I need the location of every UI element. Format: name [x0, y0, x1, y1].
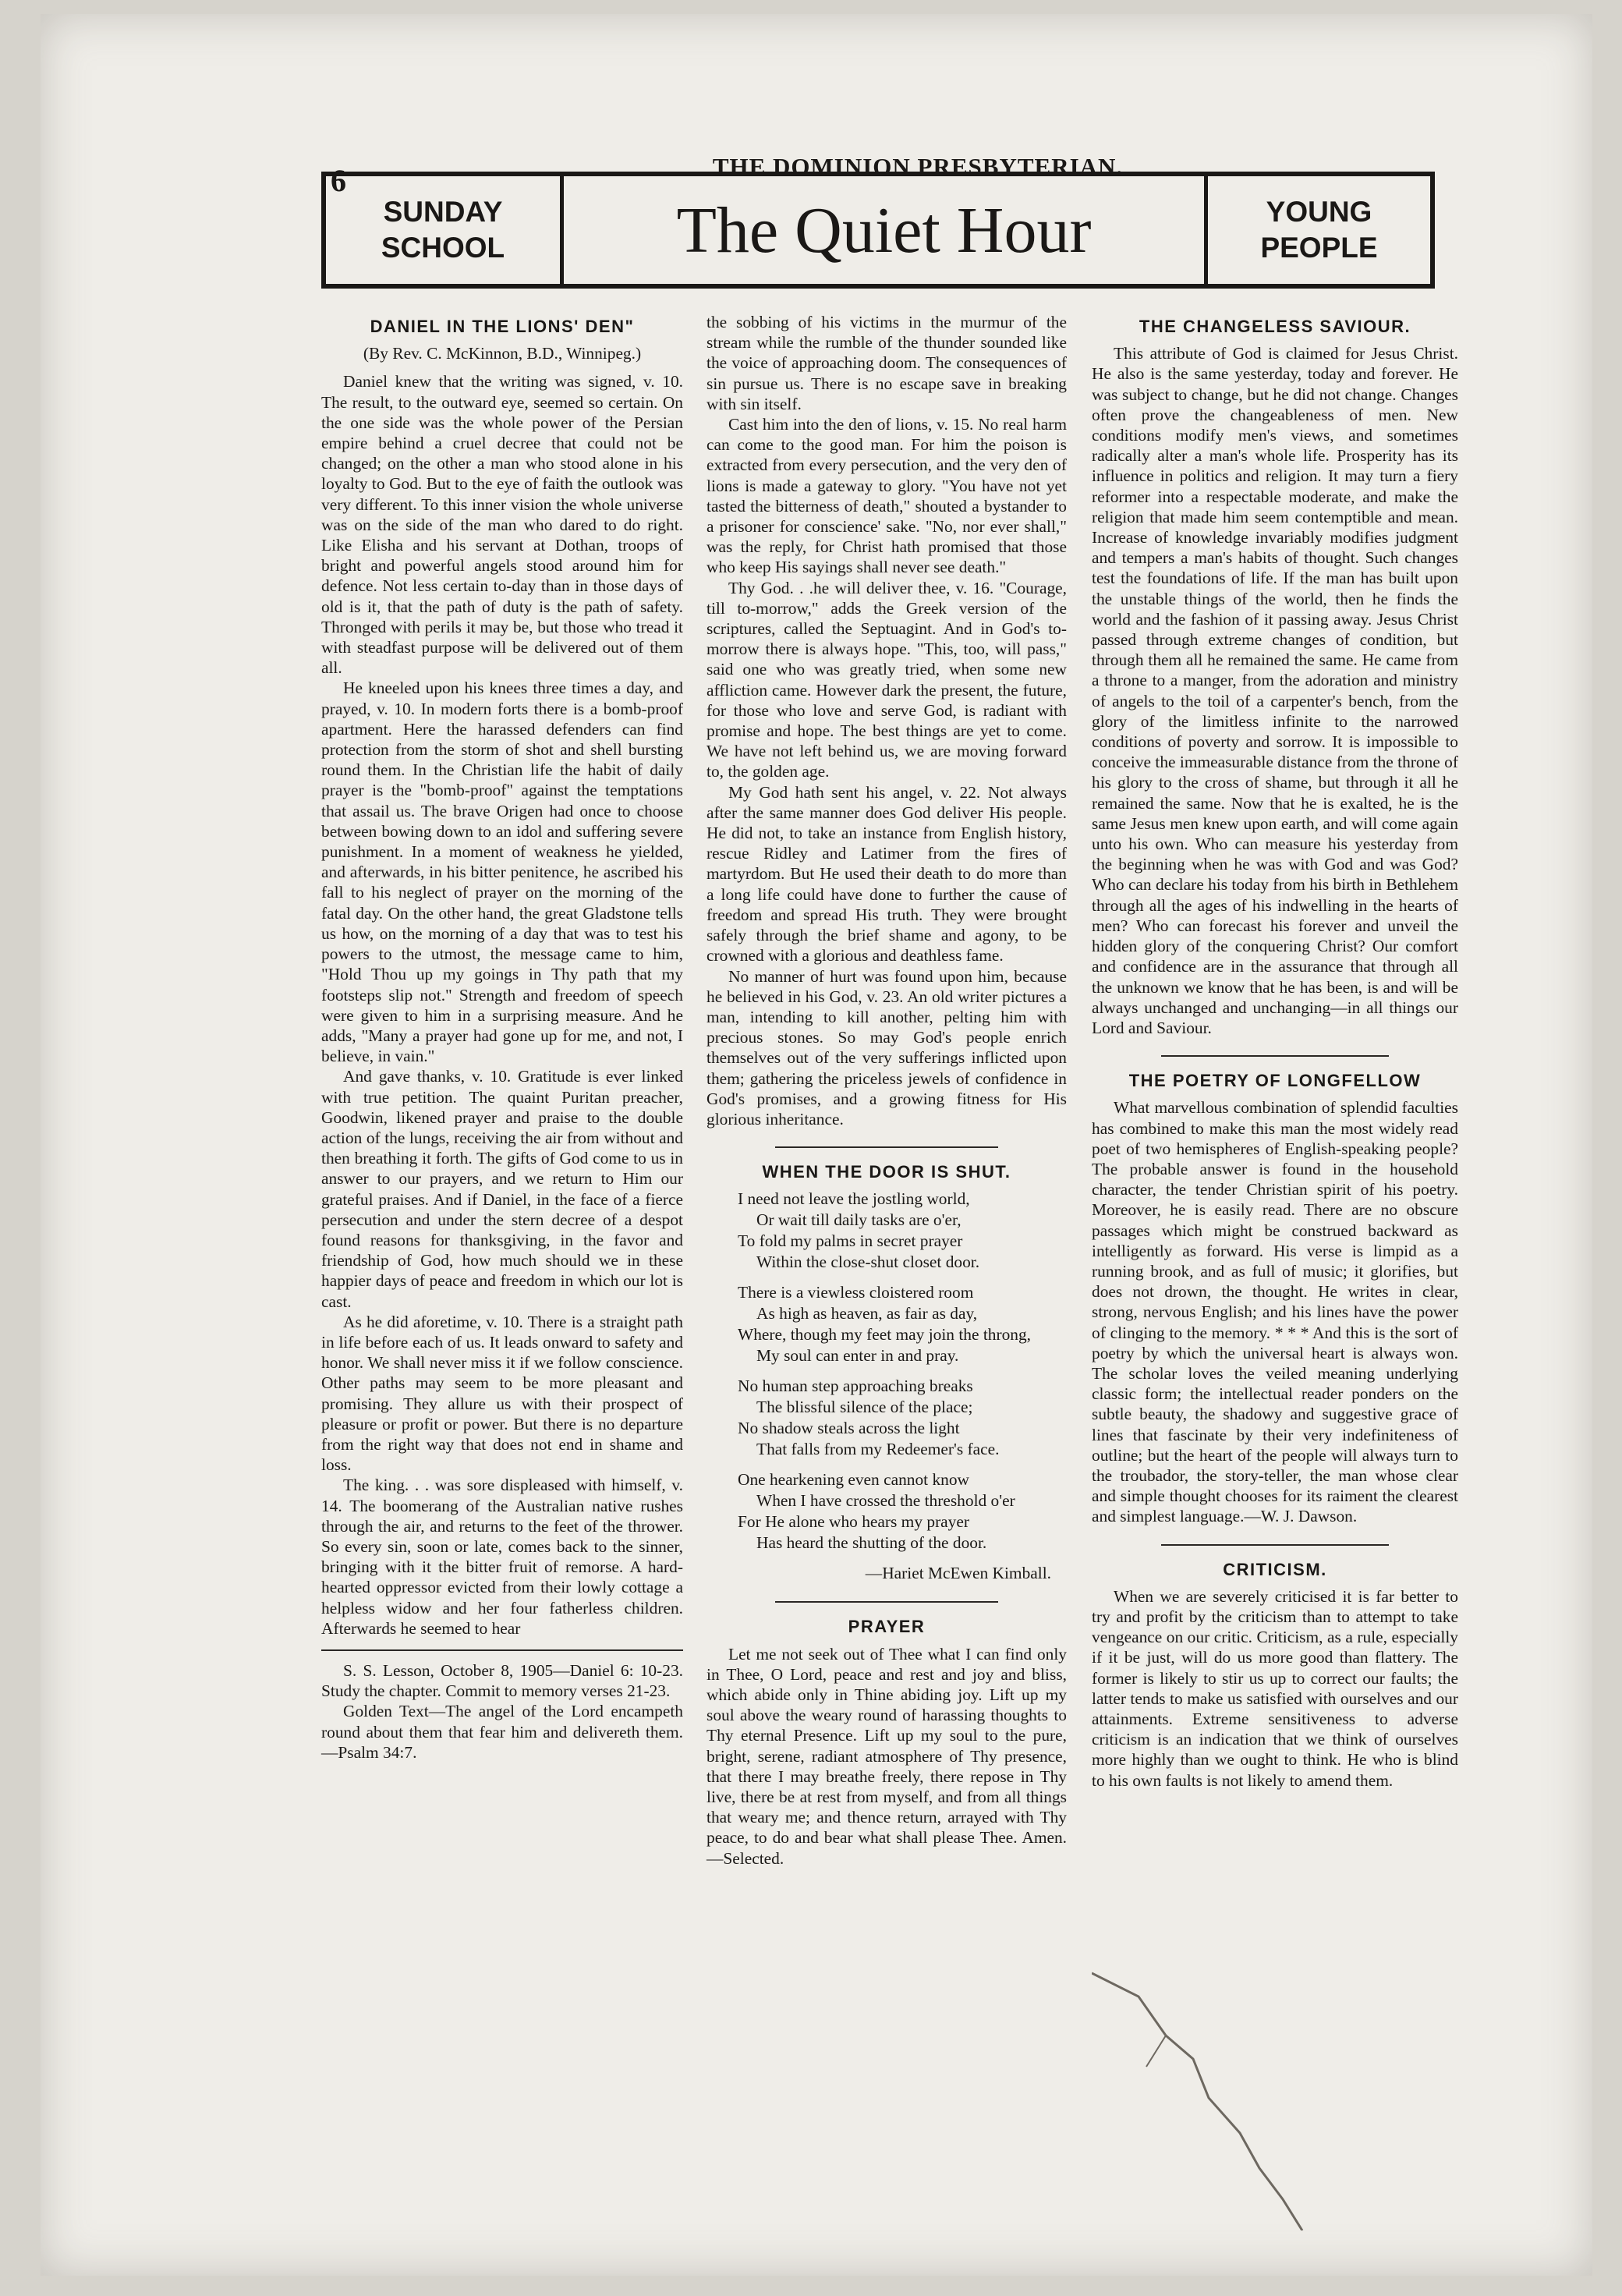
lesson-note	[321, 1649, 683, 1763]
golden-text: Golden Text—The angel of the Lord encampeth round about them that fear him and delivereth them.—Psalm 34:7.	[321, 1702, 683, 1762]
poem-line: Within the close-shut closet door.	[756, 1253, 980, 1272]
divider	[1161, 1544, 1388, 1546]
page-number: 6	[331, 163, 346, 198]
poem-line: For He alone who hears my prayer	[738, 1512, 969, 1532]
daniel-paragraph: He kneeled upon his knees three times a day, and prayed, v. 10. In modern forts there is a bomb-proof apartment. Here the harassed defenders can find protection from the storm of shot and shell bursting round them. In the Christian life the habit of daily prayer is the "bomb-proof" against the temptations that assail us. The brave Origen had once to choose between bowing down to an idol and suffering severe punishment. In a moment of weakness he yielded, and afterwards, in his bitter penitence, he ascribed his fall to his neglect of prayer on the morning of the fatal day. On the other hand, the great Gladstone tells us how, on the morning of a day that was to test his powers to the utmost, the message came to him, "Hold Thou up my goings in Thy path that my footsteps slip not." Strength and freedom of speech were given to him in a surprising measure. And he adds, "Many a prayer had gone up for me, and not, I believe, in vain."	[321, 679, 683, 1066]
banner-left-line-1: SUNDAY	[383, 195, 503, 228]
poem-line: That falls from my Redeemer's face.	[756, 1440, 1000, 1459]
daniel-paragraph: And gave thanks, v. 10. Gratitude is ever linked with true petition. The quaint Puritan preacher, Goodwin, likened prayer and praise to the double action of the lungs, receiving the air from without and then breathing it forth. The gifts of God come to us in answer to our prayers, and we return to Him our grateful praises. And if Daniel, in the face of a fierce persecution and under the stern decree of a despot found reasons for thanksgiving, in the favor and friendship of God, how much should we in these happier days of peace and freedom in which our lot is cast.	[321, 1067, 683, 1311]
poem-line: Has heard the shutting of the door.	[756, 1533, 987, 1553]
column-3	[1092, 312, 1458, 1791]
banner-left-label	[326, 176, 564, 284]
poem-attribution: —Hariet McEwen Kimball.	[865, 1564, 1051, 1583]
daniel-continued: the sobbing of his victims in the murmur of the stream while the rumble of the thunder sounded like the voice of approaching doom. The consequences of sin pursue us. There is no escape save in breaking with sin itself.	[707, 313, 1067, 413]
daniel-continued: Cast him into the den of lions, v. 15. No real harm can come to the good man. For him the poison is extracted from every persecution, and the very den of lions is made a gateway to glory. "You have not yet tasted the bitterness of death," shouted a bystander to a prisoner for conscience' sake. "No, nor ever shall," was the reply, for Christ hath promised that those who keep His sayings shall never see death."	[707, 415, 1067, 577]
poem-line: My soul can enter in and pray.	[756, 1346, 959, 1366]
running-head: THE DOMINION PRESBYTERIAN.	[712, 153, 1124, 180]
lesson-reference: S. S. Lesson, October 8, 1905—Daniel 6: 10-23. Study the chapter. Commit to memory verses 21-23.	[321, 1661, 683, 1701]
poem-stanza	[738, 1376, 1067, 1460]
banner-right-line-1: YOUNG	[1266, 195, 1372, 228]
poem-line: When I have crossed the threshold o'er	[756, 1491, 1015, 1511]
poem-line: One hearkening even cannot know	[738, 1470, 969, 1490]
changeless-heading: THE CHANGELESS SAVIOUR.	[1139, 317, 1411, 336]
daniel-heading: DANIEL IN THE LIONS' DEN"	[370, 317, 635, 336]
divider	[775, 1601, 998, 1603]
longfellow-heading: THE POETRY OF LONGFELLOW	[1128, 1071, 1422, 1091]
banner-right-label	[1204, 176, 1430, 284]
longfellow-text: What marvellous combination of splendid faculties has combined to make this man the most widely read poet of two hemispheres of English-speaking people? The probable answer is found in the household character, the tender Christian spirit of his poetry. Moreover, he is easily read. There are no obscure passages which might be construed backward as intelligently as forward. His verse is limpid as a running brook, and as full of music; it glorifies, but does not drown, the thought. He writes in clear, strong, nervous English; and his lines have the power of clinging to the memory. * * * And this is the sort of poetry by which the universal heart is always won. The scholar loves the veiled meaning underlying classic form; the intellectual reader ponders on the subtle beauty, the shadowy and suggestive grace of lines that fascinate by their very indefiniteness of outline; but the heart of the people will always turn to the troubador, the story-teller, the man whose clear and simple thought chooses for its raiment the clearest and simplest language.—W. J. Dawson.	[1092, 1098, 1458, 1526]
poem-line: No human step approaching breaks	[738, 1377, 973, 1396]
daniel-continued: My God hath sent his angel, v. 22. Not always after the same manner does God deliver His people. He did not, to take an instance from English history, rescue Ridley and Latimer from the fires of martyrdom. But He used their death to do more than a long life could have done to further the cause of freedom and spread His truth. They were brought safely through the brief shame and agony, to be crowned with a glorious and deathless fame.	[707, 782, 1067, 966]
poem-line: There is a viewless cloistered room	[738, 1283, 974, 1302]
poem-line: The blissful silence of the place;	[756, 1398, 973, 1417]
daniel-paragraph: Daniel knew that the writing was signed, v. 10. The result, to the outward eye, seemed so certain. On the one side was the whole power of the Persian empire behind a cruel decree that could not be changed; on the other a man who stood alone in his loyalty to God. But to the eye of faith the outlook was very different. To this inner vision the whole universe was on the side of the man who dared to do right. Like Elisha and his servant at Dothan, troops of bright and powerful angels stood around him for defence. Not less certain to-day than in those days of old is it, that the path of duty is the path of safety. Thronged with perils it may be, but those who tread it with steadfast purpose will be delivered out of them all.	[321, 372, 683, 678]
poem-line: I need not leave the jostling world,	[738, 1189, 970, 1209]
divider	[1161, 1055, 1388, 1057]
banner-right-line-2: PEOPLE	[1260, 232, 1378, 264]
poem-stanza	[738, 1469, 1067, 1554]
poem-line: Where, though my feet may join the throng,	[738, 1325, 1032, 1345]
door-poem	[738, 1189, 1067, 1584]
criticism-text: When we are severely criticised it is far better to try and profit by the criticism than to attempt to take vengeance on our critic. Criticism, as a rule, especially if it be just, will do us more good than flattery. The former is likely to stir us up to correct our faults; the latter tends to make us satisfied with ourselves and our attainments. Extreme sensitiveness to adverse criticism is an indication that we think of ourselves more highly than we ought to think. He who is blind to his own faults is not likely to amend them.	[1092, 1586, 1458, 1790]
divider	[775, 1146, 998, 1148]
poem-stanza	[738, 1189, 1067, 1273]
banner-left-line-2: SCHOOL	[381, 232, 505, 264]
poem-line: No shadow steals across the light	[738, 1419, 960, 1438]
daniel-continued: No manner of hurt was found upon him, because he believed in his God, v. 23. An old writer pictures a man, intending to kill another, pelting him with precious stones. So may God's people enrich themselves out of the very sufferings inflicted upon them; gathering the priceless jewels of confidence in God's promises, and a growing fitness for His glorious inheritance.	[707, 966, 1067, 1129]
section-banner	[321, 172, 1435, 289]
prayer-text: Let me not seek out of Thee what I can find only in Thee, O Lord, peace and rest and joy and bliss, which abide only in Thine abiding joy. Lift up my soul above the weary round of harassing thoughts to Thy eternal Presence. Lift up my soul to the pure, bright, serene, radiant atmosphere of Thy presence, that there I may breathe freely, there repose in Thy live, there be at rest from myself, and from all things that weary me; and thence return, arrayed with Thy peace, to do and bear what shall please Thee. Amen.—Selected.	[707, 1644, 1067, 1868]
column-2	[707, 312, 1067, 1869]
poem-line: Or wait till daily tasks are o'er,	[756, 1210, 962, 1230]
prayer-heading: PRAYER	[848, 1617, 926, 1637]
daniel-paragraph: The king. . . was sore displeased with himself, v. 14. The boomerang of the Australian native rushes through the air, and returns to the feet of the thrower. So every sin, soon or late, comes back to the sinner, bringing with it the bitter fruit of remorse. A hard-hearted oppressor evicted from their lowly cottage a helpless widow and her four fatherless children. Afterwards he seemed to hear	[321, 1476, 683, 1638]
daniel-byline: (By Rev. C. McKinnon, B.D., Winnipeg.)	[363, 344, 642, 363]
banner-title: The Quiet Hour	[676, 193, 1092, 267]
door-heading: WHEN THE DOOR IS SHUT.	[762, 1162, 1011, 1182]
poem-line: As high as heaven, as fair as day,	[756, 1304, 978, 1323]
column-1	[321, 312, 683, 1763]
paper-crack	[1092, 1965, 1497, 2230]
changeless-text: This attribute of God is claimed for Jesus Christ. He also is the same yesterday, today and forever. He was subject to change, but he did not change. Changes often prove the changeableness of men. New conditions modify men's views, and sometimes radically alter a man's whole life. Prosperity has its influence in politics and religion. It may turn a fiery reformer into a respectable moderate, and make the religion that made him seem contemptible and mean. Increase of knowledge invariably modifies judgment and tempers a man's habits of thought. Such changes test the foundations of life. If the man has built upon the unstable things of the world, then he finds the world and the fashion of it passing away. Jesus Christ passed through extreme changes of condition, but through them all he remained the same. He came from a throne to a manger, from the adoration and ministry of angels to the toil of a carpenter's bench, from the glory of the limitless infinite to the narrowed conditions of poverty and sorrow. It is impossible to conceive the immeasurable distance from the throne of his glory to the cross of shame, but through it all he remained the same. Now that he is exalted, he is the same Jesus men knew upon earth, and will come again unto his own. Who can measure his yesterday from the beginning when he was with God and was God? Who can declare his today from his birth in Bethlehem through all the ages of his indwelling in the hearts of men? Who can forecast his forever and unveil the hidden glory of the conquering Christ? Our comfort and confidence are in the assurance that through all the unknown we know that he has been, is and will be always unchanged and unchanging—in all things our Lord and Saviour.	[1092, 344, 1458, 1037]
daniel-paragraph: As he did aforetime, v. 10. There is a straight path in life before each of us. It leads onward to safety and honor. We shall never miss it if we follow conscience. Other paths may seem to be more pleasant and promising. They allure us with their prospect of pleasure or profit or power. But there is no departure from the right way that does not end in shame and loss.	[321, 1312, 683, 1475]
daniel-continued: Thy God. . .he will deliver thee, v. 16. "Courage, till to-morrow," adds the Greek version of the scriptures, called the Septuagint. And in God's to-morrow there is always hope. "This, too, will pass," said one who was greatly tried, when some new affliction came. However dark the present, the future, for those who love and serve God, is radiant with promise and hope. The best things are yet to come. We have not left behind us, we are moving forward to, the golden age.	[707, 578, 1067, 781]
poem-stanza	[738, 1282, 1067, 1366]
criticism-heading: CRITICISM.	[1223, 1559, 1327, 1579]
poem-line: To fold my palms in secret prayer	[738, 1231, 963, 1251]
